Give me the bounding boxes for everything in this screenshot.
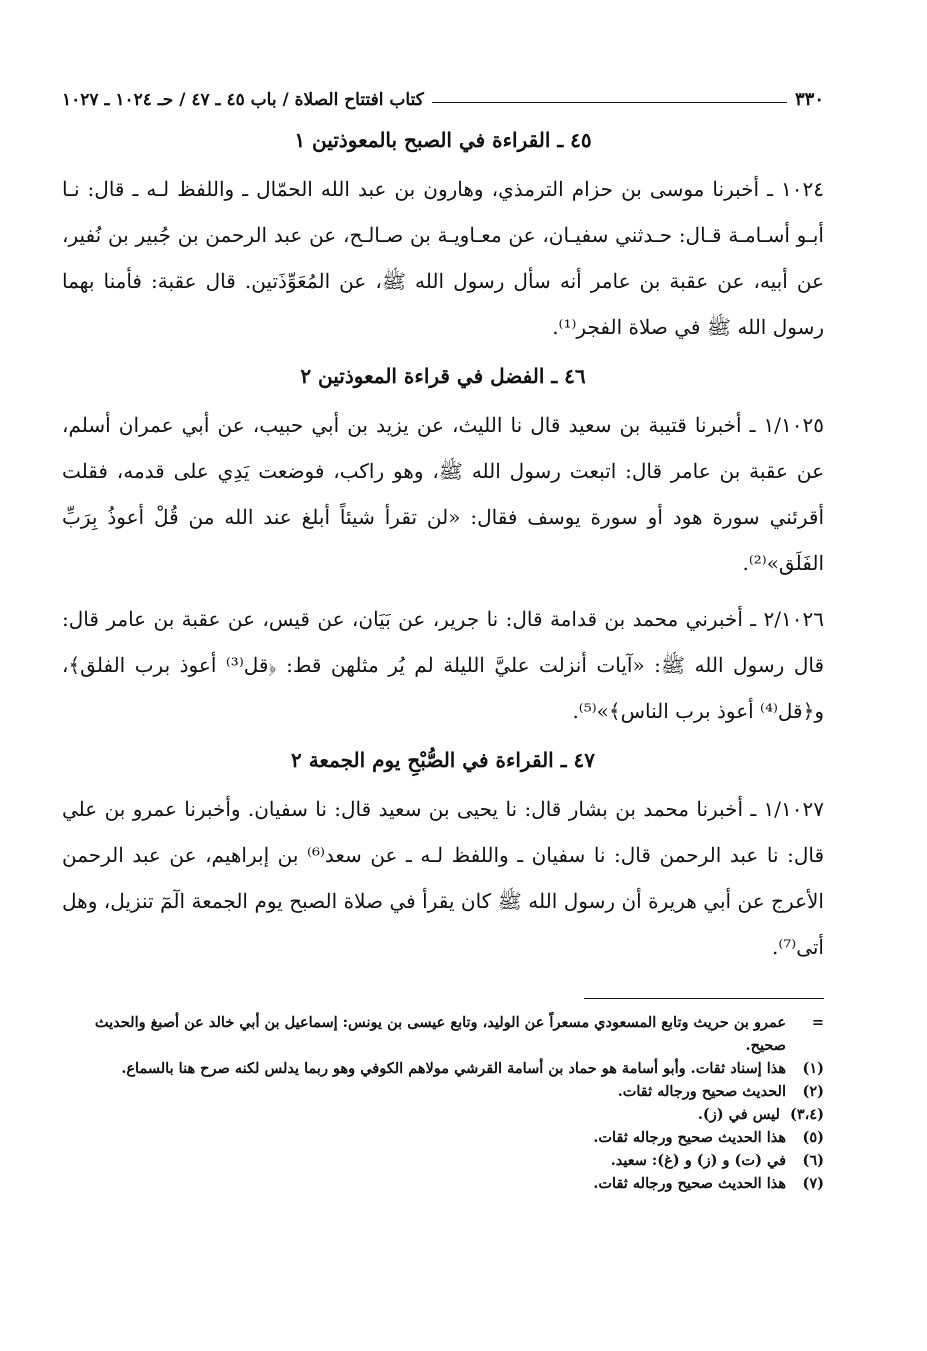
footnote-mark: (٧)	[802, 1175, 824, 1192]
hadith-paragraph: ٢/١٠٢٦ ـ أخبرني محمد بن قدامة قال: نا جرير، عن بَيَان، عن قيس، عن عقبة بن عامر قال: قال رسول الله ﷺ: «آيات أنزلت عليَّ الليلة لم يُر مثلهن قط: ﴿قل⁽³⁾ أعوذ برب الفلق﴾، و﴿قل⁽⁴⁾ أعوذ برب الناس﴾»⁽⁵⁾.	[62, 607, 824, 723]
footnote	[62, 1149, 824, 1172]
footnote-text: ليس في (ز).	[697, 1106, 780, 1123]
running-title: كتاب افتتاح الصلاة / باب ٤٥ ـ ٤٧ / حـ ١٠٢٤ ـ ١٠٢٧	[62, 90, 424, 110]
section-title: ٤٦ ـ الفضل في قراءة المعوذتين ٢	[300, 364, 586, 388]
footnote	[62, 1080, 824, 1103]
footnote-mark: (٣،٤)	[789, 1106, 824, 1123]
footnote-text: هذا الحديث صحيح ورجاله ثقات.	[593, 1175, 786, 1192]
footnote-mark: (٥)	[802, 1129, 824, 1146]
section-title: ٤٧ ـ القراءة في الصُّبْحِ يوم الجمعة ٢	[290, 748, 596, 772]
footnote-mark: (١)	[802, 1060, 824, 1077]
book-page	[62, 84, 824, 1195]
hadith-paragraph: ١/١٠٢٧ ـ أخبرنا محمد بن بشار قال: نا يحيى بن سعيد قال: نا سفيان. وأخبرنا عمرو بن علي قال: نا عبد الرحمن قال: نا سفيان ـ واللفظ لـه ـ عن سعد⁽⁶⁾ بن إبراهيم، عن عبد الرحمن الأعرج عن أبي هريرة أن رسول الله ﷺ كان يقرأ في صلاة الصبح يوم الجمعة الٓمٓ تنزيل، وهل أتى⁽⁷⁾.	[62, 797, 825, 959]
footnote-text: عمرو بن حريث وتابع المسعودي مسعراً عن الوليد، وتابع عيسى بن يونس: إسماعيل بن أبي خالد عن أصبغ والحديث صحيح.	[94, 1014, 786, 1054]
footnote	[62, 1103, 824, 1126]
footnote-mark: =	[811, 1014, 824, 1031]
footnote	[62, 1011, 824, 1057]
footnote-text: هذا الحديث صحيح ورجاله ثقات.	[593, 1129, 786, 1146]
hadith-paragraph: ١٠٢٤ ـ أخبرنا موسى بن حزام الترمذي، وهارون بن عبد الله الحمّال ـ واللفظ لـه ـ قال: نـا أبـو أسـامـة قـال: حـدثني سفيـان، عن معـاويـة بن صـالـح، عن عبد الرحمن بن جُبير بن نُفير، عن أبيه، عن عقبة بن عامر أنه سأل رسول الله ﷺ، عن المُعَوِّذَتين. قال عقبة: فأمنا بهما رسول الله ﷺ في صلاة الفجر⁽¹⁾.	[62, 177, 824, 339]
section-title: ٤٥ ـ القراءة في الصبح بالمعوذتين ١	[294, 128, 592, 152]
footnote	[62, 1126, 824, 1149]
header-rule	[432, 102, 787, 103]
footnote	[62, 1172, 824, 1195]
footnotes	[62, 1011, 824, 1195]
footnote-text: الحديث صحيح ورجاله ثقات.	[617, 1083, 786, 1100]
footnote-mark: (٢)	[802, 1083, 824, 1100]
footnote-text: في (ت) و (ز) و (غ): سعيد.	[610, 1152, 786, 1169]
running-header	[62, 84, 824, 110]
footnote-divider	[584, 998, 824, 999]
hadith-paragraph: ١/١٠٢٥ ـ أخبرنا قتيبة بن سعيد قال نا الليث، عن يزيد بن أبي حبيب، عن أبي عمران أسلم، عن عقبة بن عامر قال: اتبعت رسول الله ﷺ، وهو راكب، فوضعت يَدِي على قدمه، فقلت أقرئني سورة هود أو سورة يوسف فقال: «لن تقرأ شيئاً أبلغ عند الله من قُلْ أعوذُ بِرَبِّ الفَلَق»⁽²⁾.	[62, 413, 824, 575]
page-number: ٣٣٠	[794, 89, 824, 110]
footnote-text: هذا إسناد ثقات. وأبو أسامة هو حماد بن أسامة القرشي مولاهم الكوفي وهو ربما يدلس لكنه صرح هنا بالسماع.	[121, 1060, 786, 1077]
footnote-mark: (٦)	[802, 1152, 824, 1169]
footnote	[62, 1057, 824, 1080]
